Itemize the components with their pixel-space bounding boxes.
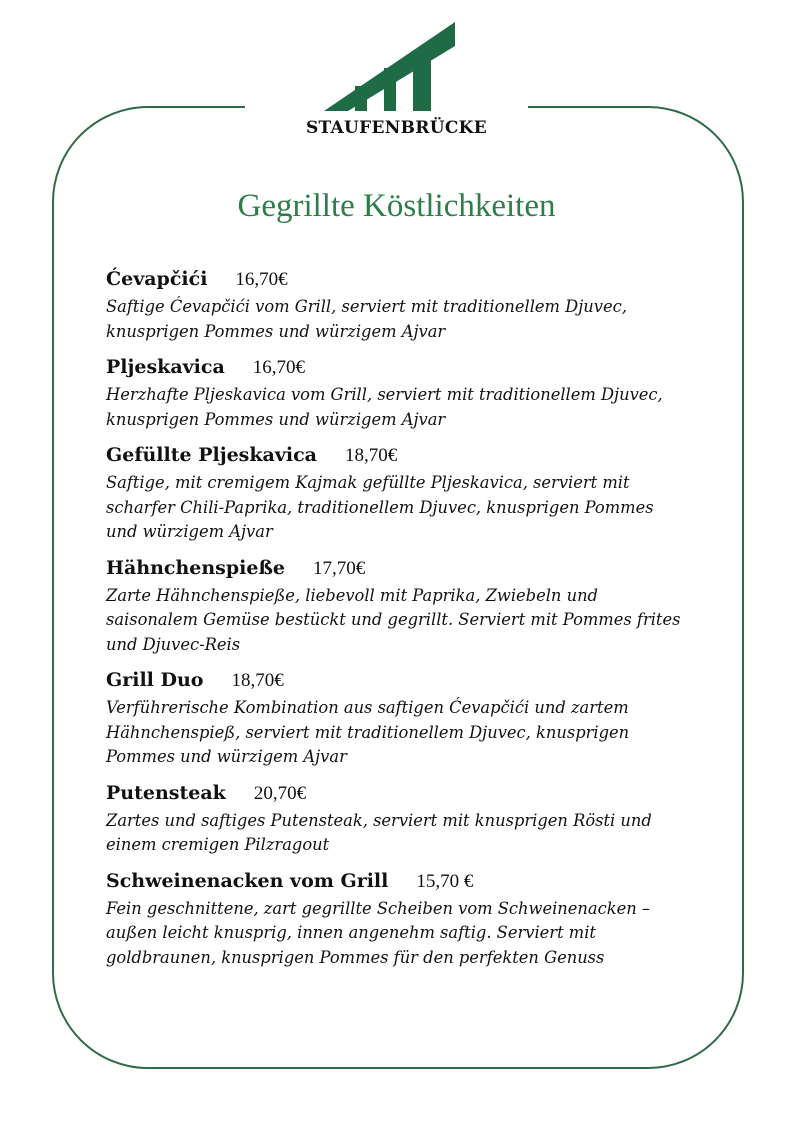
item-name: Schweinenacken vom Grill xyxy=(106,869,389,892)
item-price: 20,70€ xyxy=(253,782,307,804)
menu-item xyxy=(106,782,706,858)
brand-logo xyxy=(0,18,793,138)
item-name: Grill Duo xyxy=(106,669,204,691)
menu-item xyxy=(106,268,706,344)
item-description: Saftige, mit cremigem Kajmak gefüllte Pljeskavica, serviert mit scharfer Chili-Paprika, traditionellem Djuvec, knusprigen Pommes und würzigem Ajvar xyxy=(106,473,654,541)
item-price: 16,70€ xyxy=(252,357,306,378)
item-name: Hähnchenspieße xyxy=(106,556,285,579)
item-price: 15,70 € xyxy=(416,870,474,892)
item-price: 16,70€ xyxy=(235,269,288,290)
menu-item xyxy=(106,870,706,971)
item-description: Zartes und saftiges Putensteak, serviert mit knusprigen Rösti und einem cremigen Pilzragout xyxy=(106,810,652,854)
item-description: Zarte Hähnchenspieße, liebevoll mit Paprika, Zwiebeln und saisonalem Gemüse bestückt und gegrillt. Serviert mit Pommes frites und Djuvec-Reis xyxy=(106,585,681,654)
menu-item xyxy=(106,444,706,545)
item-description: Saftige Ćevapčići vom Grill, serviert mit traditionellem Djuvec, knusprigen Pommes und würzigem Ajvar xyxy=(106,297,627,341)
item-description: Verführerische Kombination aus saftigen Ćevapčići und zartem Hähnchenspieß, serviert mit traditionellem Djuvec, knusprigen Pommes und würzigem Ajvar xyxy=(106,698,630,766)
section-title: Gegrillte Köstlichkeiten xyxy=(237,188,556,224)
item-price: 18,70€ xyxy=(345,445,398,466)
item-description: Fein geschnittene, zart gegrillte Scheiben vom Schweinenacken – außen leicht knusprig, innen angenehm saftig. Serviert mit goldbraunen, knusprigen Pommes für den perfekten Genuss xyxy=(106,898,651,967)
item-name: Pljeskavica xyxy=(106,356,225,378)
menu-item xyxy=(106,557,706,658)
item-name: Ćevapčići xyxy=(106,268,208,290)
menu-item xyxy=(106,356,706,432)
item-name: Putensteak xyxy=(106,781,226,804)
bridge-logo-icon xyxy=(322,20,462,114)
menu-item xyxy=(106,669,706,770)
item-price: 17,70€ xyxy=(313,557,366,579)
menu-list xyxy=(106,268,706,982)
item-description: Herzhafte Pljeskavica vom Grill, serviert mit traditionellem Djuvec, knusprigen Pommes und würzigem Ajvar xyxy=(106,385,663,429)
brand-name: STAUFENBRÜCKE xyxy=(305,118,488,138)
item-name: Gefüllte Pljeskavica xyxy=(106,444,317,466)
item-price: 18,70€ xyxy=(231,670,284,691)
